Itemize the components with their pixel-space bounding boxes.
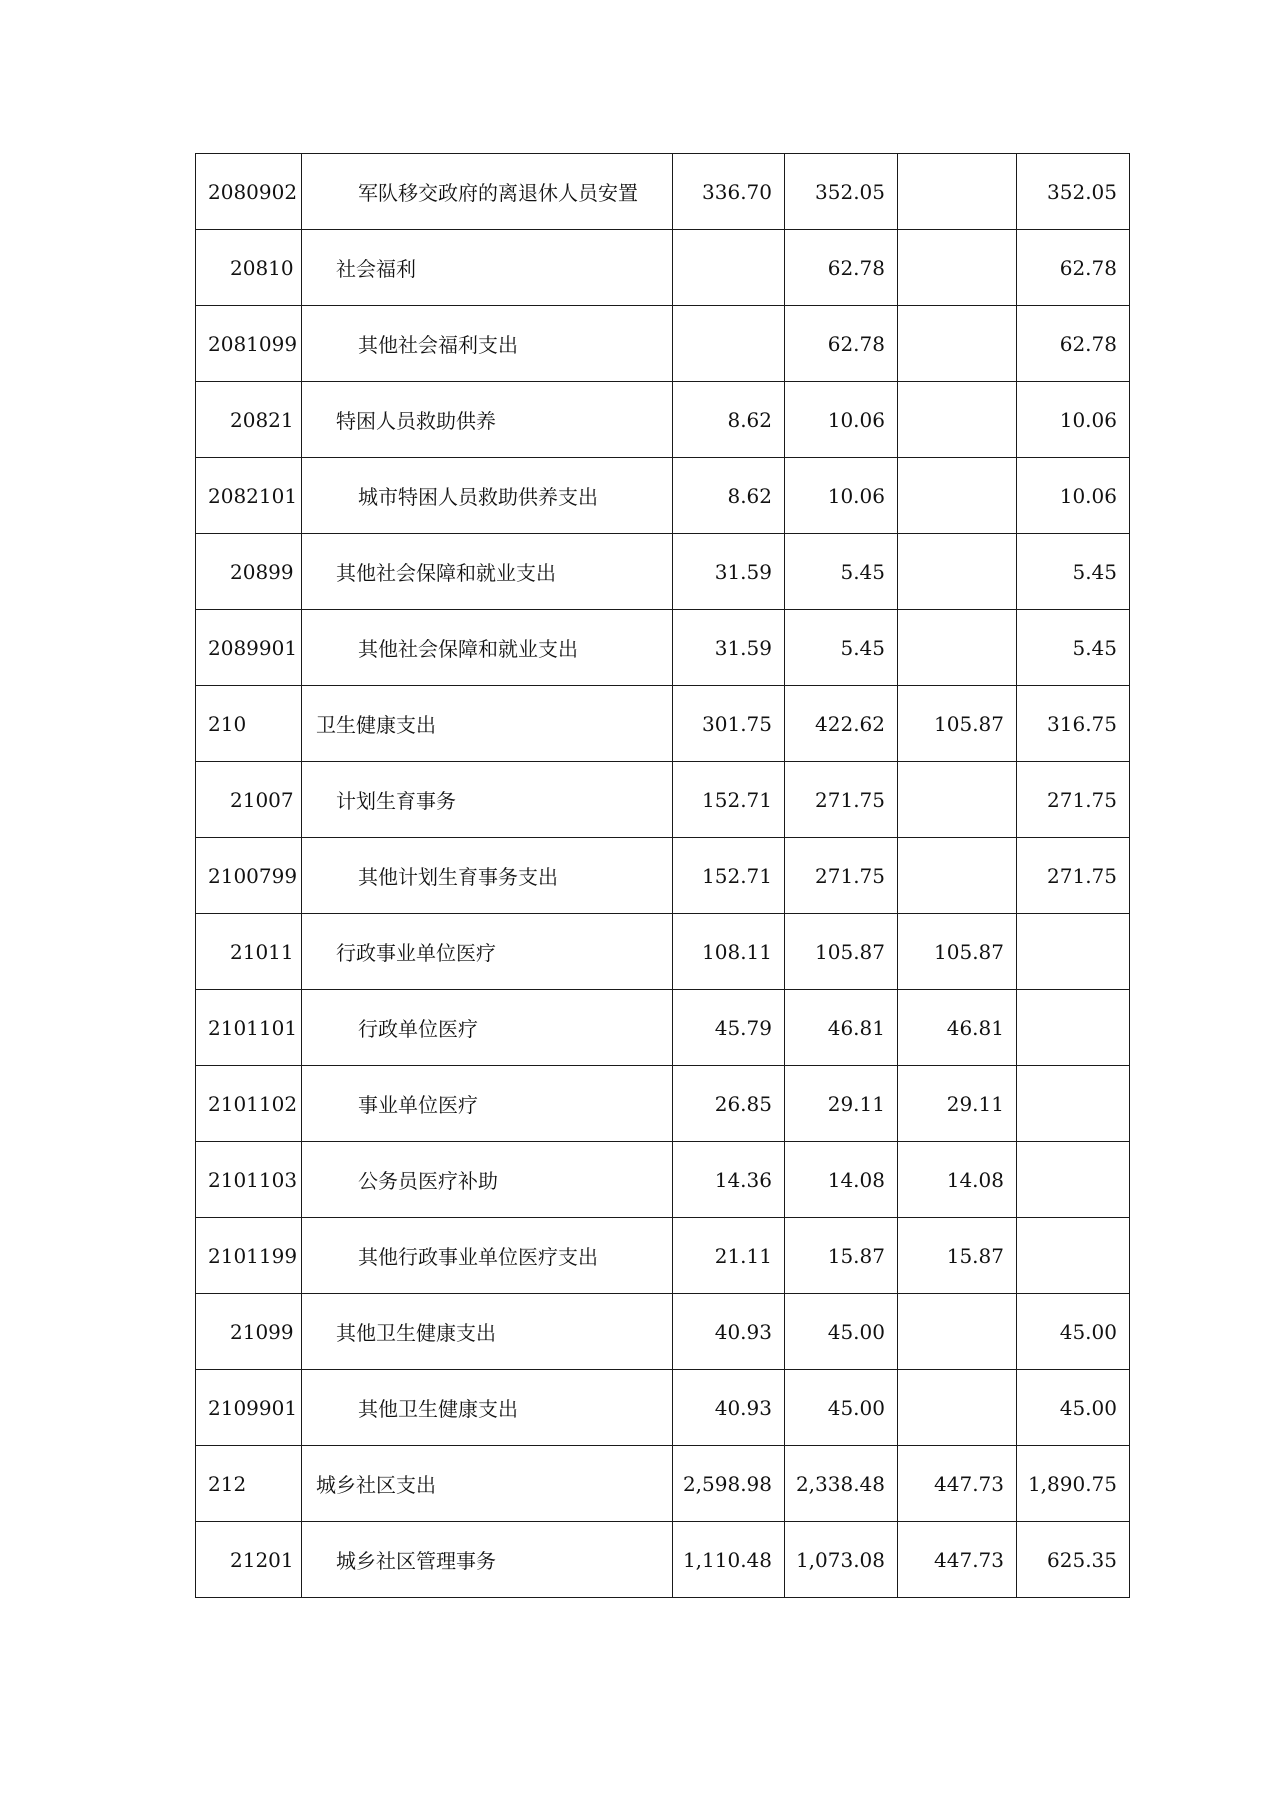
subject-code-cell: 2089901 bbox=[196, 610, 302, 686]
value-cell-3 bbox=[898, 762, 1017, 838]
table-row bbox=[196, 1142, 1130, 1218]
value-cell-3: 105.87 bbox=[898, 686, 1017, 762]
subject-code-cell: 2101103 bbox=[196, 1142, 302, 1218]
subject-name-cell: 其他行政事业单位医疗支出 bbox=[302, 1218, 673, 1294]
subject-code-cell: 21011 bbox=[196, 914, 302, 990]
value-cell-3 bbox=[898, 306, 1017, 382]
value-cell-2: 352.05 bbox=[785, 154, 898, 230]
value-cell-1: 152.71 bbox=[673, 762, 785, 838]
subject-name-cell: 卫生健康支出 bbox=[302, 686, 673, 762]
table-row bbox=[196, 306, 1130, 382]
value-cell-1: 108.11 bbox=[673, 914, 785, 990]
subject-name-cell: 特困人员救助供养 bbox=[302, 382, 673, 458]
value-cell-4: 352.05 bbox=[1017, 154, 1130, 230]
value-cell-4: 271.75 bbox=[1017, 762, 1130, 838]
value-cell-1: 40.93 bbox=[673, 1370, 785, 1446]
value-cell-1 bbox=[673, 230, 785, 306]
table-row bbox=[196, 1218, 1130, 1294]
subject-code-cell: 2082101 bbox=[196, 458, 302, 534]
value-cell-1: 336.70 bbox=[673, 154, 785, 230]
value-cell-3: 46.81 bbox=[898, 990, 1017, 1066]
value-cell-4: 625.35 bbox=[1017, 1522, 1130, 1598]
value-cell-1: 31.59 bbox=[673, 610, 785, 686]
subject-name-cell: 其他社会福利支出 bbox=[302, 306, 673, 382]
value-cell-2: 46.81 bbox=[785, 990, 898, 1066]
subject-code-cell: 20810 bbox=[196, 230, 302, 306]
value-cell-2: 29.11 bbox=[785, 1066, 898, 1142]
value-cell-4 bbox=[1017, 1218, 1130, 1294]
value-cell-1: 8.62 bbox=[673, 458, 785, 534]
subject-name-cell: 行政单位医疗 bbox=[302, 990, 673, 1066]
value-cell-1: 152.71 bbox=[673, 838, 785, 914]
table-row bbox=[196, 1522, 1130, 1598]
value-cell-4 bbox=[1017, 914, 1130, 990]
value-cell-1: 31.59 bbox=[673, 534, 785, 610]
value-cell-4: 271.75 bbox=[1017, 838, 1130, 914]
subject-name-cell: 其他社会保障和就业支出 bbox=[302, 610, 673, 686]
value-cell-1 bbox=[673, 306, 785, 382]
table-row bbox=[196, 1370, 1130, 1446]
value-cell-3 bbox=[898, 1294, 1017, 1370]
value-cell-3 bbox=[898, 610, 1017, 686]
value-cell-2: 62.78 bbox=[785, 230, 898, 306]
table-row bbox=[196, 838, 1130, 914]
subject-name-cell: 其他社会保障和就业支出 bbox=[302, 534, 673, 610]
budget-table bbox=[195, 153, 1130, 1598]
subject-code-cell: 2081099 bbox=[196, 306, 302, 382]
value-cell-2: 45.00 bbox=[785, 1294, 898, 1370]
value-cell-2: 1,073.08 bbox=[785, 1522, 898, 1598]
subject-name-cell: 城市特困人员救助供养支出 bbox=[302, 458, 673, 534]
value-cell-4: 62.78 bbox=[1017, 306, 1130, 382]
value-cell-2: 2,338.48 bbox=[785, 1446, 898, 1522]
value-cell-4: 45.00 bbox=[1017, 1370, 1130, 1446]
value-cell-1: 2,598.98 bbox=[673, 1446, 785, 1522]
subject-name-cell: 事业单位医疗 bbox=[302, 1066, 673, 1142]
value-cell-2: 5.45 bbox=[785, 610, 898, 686]
table-row bbox=[196, 154, 1130, 230]
value-cell-3 bbox=[898, 534, 1017, 610]
value-cell-4 bbox=[1017, 1066, 1130, 1142]
subject-code-cell: 2101199 bbox=[196, 1218, 302, 1294]
table-row bbox=[196, 610, 1130, 686]
value-cell-3 bbox=[898, 458, 1017, 534]
value-cell-3: 447.73 bbox=[898, 1446, 1017, 1522]
value-cell-2: 15.87 bbox=[785, 1218, 898, 1294]
value-cell-2: 422.62 bbox=[785, 686, 898, 762]
subject-name-cell: 其他卫生健康支出 bbox=[302, 1294, 673, 1370]
subject-name-cell: 社会福利 bbox=[302, 230, 673, 306]
table-row bbox=[196, 686, 1130, 762]
value-cell-3 bbox=[898, 1370, 1017, 1446]
subject-code-cell: 2101101 bbox=[196, 990, 302, 1066]
subject-code-cell: 212 bbox=[196, 1446, 302, 1522]
subject-code-cell: 2100799 bbox=[196, 838, 302, 914]
value-cell-4: 62.78 bbox=[1017, 230, 1130, 306]
value-cell-3: 105.87 bbox=[898, 914, 1017, 990]
subject-code-cell: 20821 bbox=[196, 382, 302, 458]
value-cell-2: 271.75 bbox=[785, 762, 898, 838]
value-cell-1: 301.75 bbox=[673, 686, 785, 762]
subject-code-cell: 20899 bbox=[196, 534, 302, 610]
value-cell-4: 10.06 bbox=[1017, 458, 1130, 534]
value-cell-2: 10.06 bbox=[785, 458, 898, 534]
value-cell-3 bbox=[898, 382, 1017, 458]
value-cell-2: 14.08 bbox=[785, 1142, 898, 1218]
subject-name-cell: 军队移交政府的离退休人员安置 bbox=[302, 154, 673, 230]
table-row bbox=[196, 534, 1130, 610]
subject-code-cell: 2109901 bbox=[196, 1370, 302, 1446]
subject-code-cell: 210 bbox=[196, 686, 302, 762]
subject-code-cell: 2080902 bbox=[196, 154, 302, 230]
value-cell-3 bbox=[898, 838, 1017, 914]
value-cell-2: 62.78 bbox=[785, 306, 898, 382]
subject-code-cell: 21201 bbox=[196, 1522, 302, 1598]
value-cell-1: 45.79 bbox=[673, 990, 785, 1066]
subject-name-cell: 计划生育事务 bbox=[302, 762, 673, 838]
value-cell-3: 447.73 bbox=[898, 1522, 1017, 1598]
subject-code-cell: 21007 bbox=[196, 762, 302, 838]
table-row bbox=[196, 458, 1130, 534]
subject-name-cell: 城乡社区支出 bbox=[302, 1446, 673, 1522]
value-cell-4: 10.06 bbox=[1017, 382, 1130, 458]
table-row bbox=[196, 1446, 1130, 1522]
value-cell-1: 26.85 bbox=[673, 1066, 785, 1142]
value-cell-3: 15.87 bbox=[898, 1218, 1017, 1294]
subject-name-cell: 其他卫生健康支出 bbox=[302, 1370, 673, 1446]
table-row bbox=[196, 1066, 1130, 1142]
value-cell-1: 14.36 bbox=[673, 1142, 785, 1218]
value-cell-4: 316.75 bbox=[1017, 686, 1130, 762]
value-cell-2: 10.06 bbox=[785, 382, 898, 458]
value-cell-3 bbox=[898, 230, 1017, 306]
value-cell-1: 21.11 bbox=[673, 1218, 785, 1294]
subject-code-cell: 2101102 bbox=[196, 1066, 302, 1142]
table-row bbox=[196, 990, 1130, 1066]
budget-table-body bbox=[196, 154, 1130, 1598]
subject-name-cell: 其他计划生育事务支出 bbox=[302, 838, 673, 914]
value-cell-4: 1,890.75 bbox=[1017, 1446, 1130, 1522]
value-cell-4 bbox=[1017, 990, 1130, 1066]
value-cell-3 bbox=[898, 154, 1017, 230]
value-cell-4: 45.00 bbox=[1017, 1294, 1130, 1370]
subject-name-cell: 公务员医疗补助 bbox=[302, 1142, 673, 1218]
value-cell-2: 105.87 bbox=[785, 914, 898, 990]
value-cell-2: 5.45 bbox=[785, 534, 898, 610]
value-cell-1: 8.62 bbox=[673, 382, 785, 458]
table-row bbox=[196, 914, 1130, 990]
subject-name-cell: 城乡社区管理事务 bbox=[302, 1522, 673, 1598]
value-cell-2: 45.00 bbox=[785, 1370, 898, 1446]
value-cell-4: 5.45 bbox=[1017, 610, 1130, 686]
subject-name-cell: 行政事业单位医疗 bbox=[302, 914, 673, 990]
value-cell-1: 1,110.48 bbox=[673, 1522, 785, 1598]
table-row bbox=[196, 1294, 1130, 1370]
table-row bbox=[196, 230, 1130, 306]
table-row bbox=[196, 382, 1130, 458]
value-cell-4: 5.45 bbox=[1017, 534, 1130, 610]
value-cell-2: 271.75 bbox=[785, 838, 898, 914]
value-cell-4 bbox=[1017, 1142, 1130, 1218]
value-cell-3: 29.11 bbox=[898, 1066, 1017, 1142]
subject-code-cell: 21099 bbox=[196, 1294, 302, 1370]
value-cell-3: 14.08 bbox=[898, 1142, 1017, 1218]
table-row bbox=[196, 762, 1130, 838]
value-cell-1: 40.93 bbox=[673, 1294, 785, 1370]
